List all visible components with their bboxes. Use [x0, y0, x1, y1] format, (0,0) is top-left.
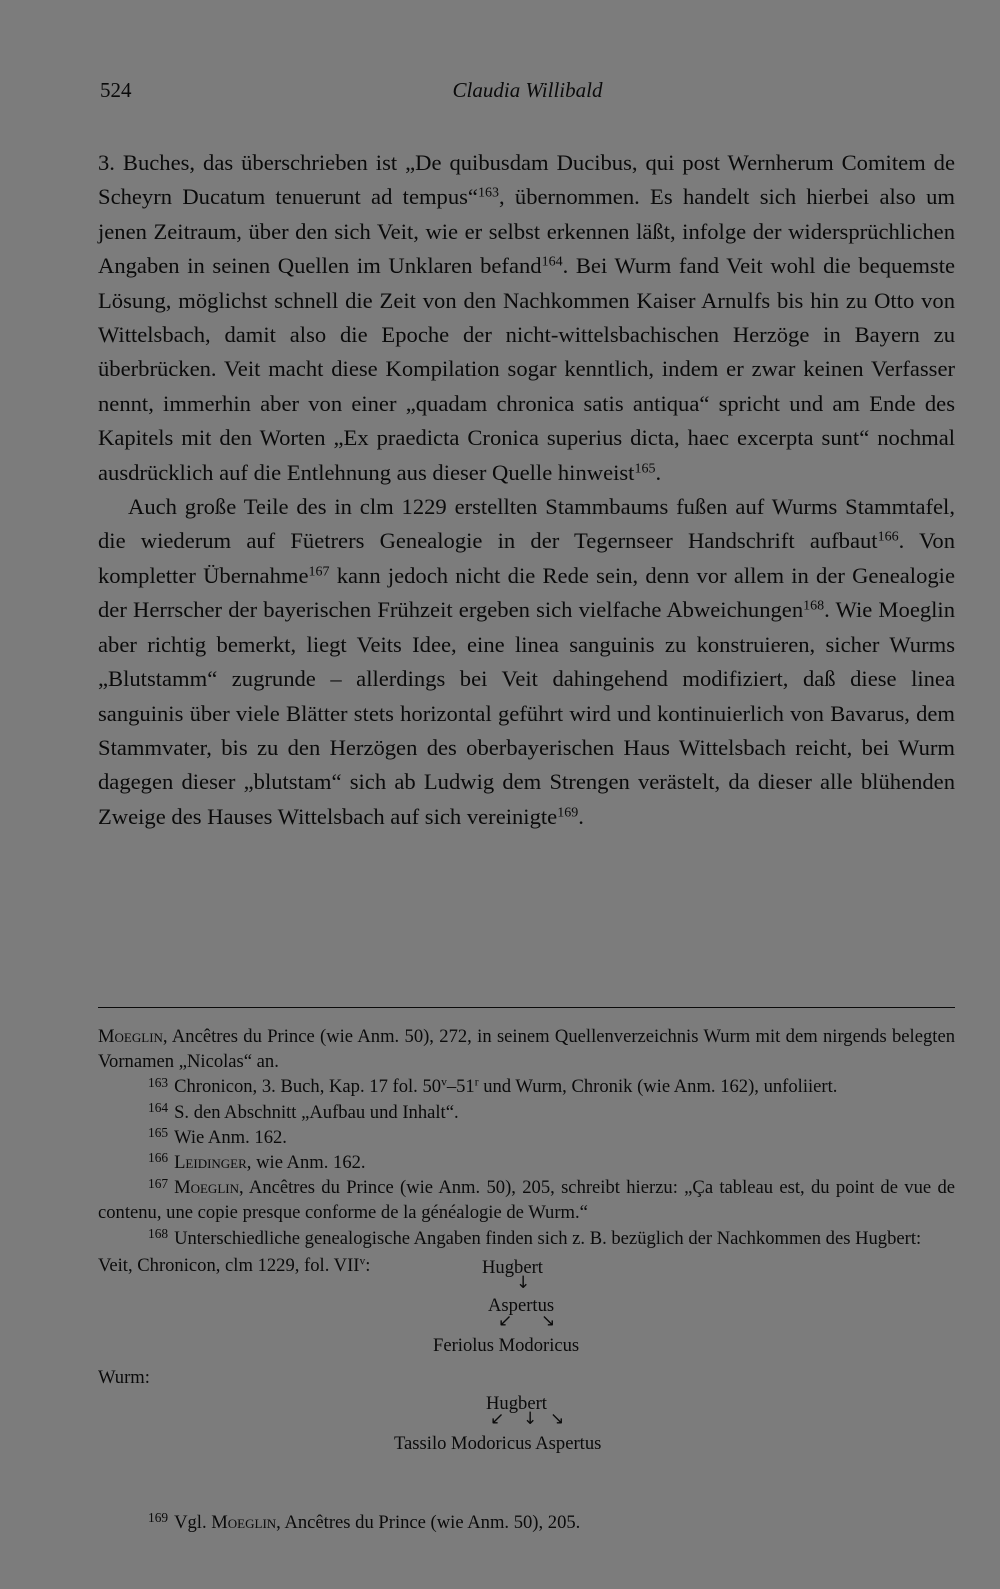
footnote-divider — [98, 1007, 955, 1008]
footnote-ref-169[interactable]: 169 — [557, 805, 579, 821]
main-text — [98, 146, 955, 834]
page-header — [100, 78, 955, 108]
footnote-ref-167[interactable]: 167 — [308, 564, 330, 580]
wurm-children: Tassilo Modoricus Aspertus — [394, 1432, 602, 1454]
footnote-ref-168[interactable]: 168 — [803, 598, 825, 614]
footnote-167: 167 Moeglin, Ancêtres du Prince (wie Anm. 50), 205, schreibt hierzu: „Ça tableau est, du point de vue de contenu, une copie presque conforme de la généalogie de Wurm.“ — [98, 1175, 955, 1224]
footnote-ref-166[interactable]: 166 — [877, 529, 899, 545]
footnote-162: Moeglin, Ancêtres du Prince (wie Anm. 50), 272, in seinem Quellenverzeichnis Wurm mit dem nirgends belegten Vornamen „Nicolas“ an. — [98, 1026, 955, 1073]
wurm-source-label: Wurm: — [98, 1366, 150, 1388]
footnote-165: 165 Wie Anm. 162. — [148, 1125, 287, 1148]
veit-child-aspertus: Aspertus — [488, 1294, 555, 1316]
footnote-168: 168 Unterschiedliche genealogische Angaben finden sich z. B. bezüglich der Nachkommen des Hugbert: — [148, 1226, 922, 1249]
genealogy-diagram — [98, 1251, 955, 1454]
arrow-down-left-icon: ↙ — [498, 1310, 513, 1331]
footnote-ref-163[interactable]: 163 — [477, 185, 499, 201]
footnote-ref-165[interactable]: 165 — [634, 460, 656, 476]
page-number: 524 — [100, 78, 132, 102]
footnotes — [98, 1024, 955, 1454]
paragraph-1: 3. Buches, das überschrieben ist „De quibusdam Ducibus, qui post Wernherum Comitem de Scheyrn Ducatum tenuerunt ad tempus“$^{163}$, übernommen. Es handelt sich hierbei also um jenen Zeitraum, über den sich Veit, wie er selbst erkennen läßt, infolge der widersprüchlichen Angaben in seinen Quellen im Unklaren befand$^{164}$. Bei Wurm fand Veit wohl die bequemste Lösung, möglichst schnell die Zeit von den Nachkommen Kaiser Arnulfs bis hin zu Otto von Wittelsbach, damit also die Epoche der nicht-wittelsbachischen Herzöge in Bayern zu überbrücken. Veit macht diese Kompilation sogar kenntlich, indem er zwar keinen Verfasser nennt, immerhin aber von einer „quadam chronica satis antiqua“ spricht und am Ende des Kapitels mit den Worten „Ex praedicta Cronica superius dicta, haec excerpta sunt“ nochmal ausdrücklich auf die Entlehnung aus dieser Quelle hinweist$^{165}$. — [98, 150, 955, 485]
footnote-163: 163 Chronicon, 3. Buch, Kap. 17 fol. 50$^v$–51$^r$ und Wurm, Chronik (wie Anm. 162), unfoliiert. — [148, 1074, 838, 1098]
paragraph-2: Auch große Teile des in clm 1229 erstellten Stammbaums fußen auf Wurms Stammtafel, die wiederum auf Füetrers Genealogie in der Tegernseer Handschrift aufbaut$^{166}$. Von kompletter Übernahme$^{167}$ kann jedoch nicht die Rede sein, denn vor allem in der Genealogie der Herrscher der bayerischen Frühzeit ergeben sich vielfache Abweichungen$^{168}$. Wie Moeglin aber richtig bemerkt, liegt Veits Idee, eine linea sanguinis zu konstruieren, sicher Wurms „Blutstamm“ zugrunde – allerdings bei Veit dahingehend modifiziert, daß diese linea sanguinis über viele Blätter stets horizontal geführt wird und kontinuierlich von Bavarus, dem Stammvater, bis zu den Herzögen des oberbayerischen Haus Wittelsbach reicht, bei Wurm dagegen dieser „blutstam“ sich ab Ludwig dem Strengen verästelt, da dieser alle blühenden Zweige des Hauses Wittelsbach auf sich vereinigte$^{169}$. — [98, 494, 956, 829]
arrow-down-right-icon: ↘ — [550, 1408, 565, 1429]
running-title: Claudia Willibald — [452, 78, 603, 102]
arrow-down-right-icon: ↘ — [541, 1310, 556, 1331]
footnote-164: 164 S. den Abschnitt „Aufbau und Inhalt“. — [148, 1100, 459, 1123]
wurm-root-hugbert: Hugbert — [486, 1392, 547, 1414]
footnote-ref-164[interactable]: 164 — [541, 254, 563, 270]
veit-root-hugbert: Hugbert — [482, 1256, 543, 1278]
footnote-169: 169 Vgl. Moeglin, Ancêtres du Prince (wie Anm. 50), 205. — [148, 1510, 581, 1533]
veit-source-label: Veit, Chronicon, clm 1229, fol. VII$^v$: — [98, 1254, 371, 1276]
footnote-166: 166 Leidinger, wie Anm. 162. — [148, 1150, 366, 1174]
veit-grandchildren: Feriolus Modoricus — [433, 1334, 580, 1356]
arrow-down-left-icon: ↙ — [490, 1408, 505, 1429]
arrow-down-icon: ↓ — [516, 1272, 531, 1293]
arrow-down-icon: ↓ — [523, 1408, 538, 1429]
